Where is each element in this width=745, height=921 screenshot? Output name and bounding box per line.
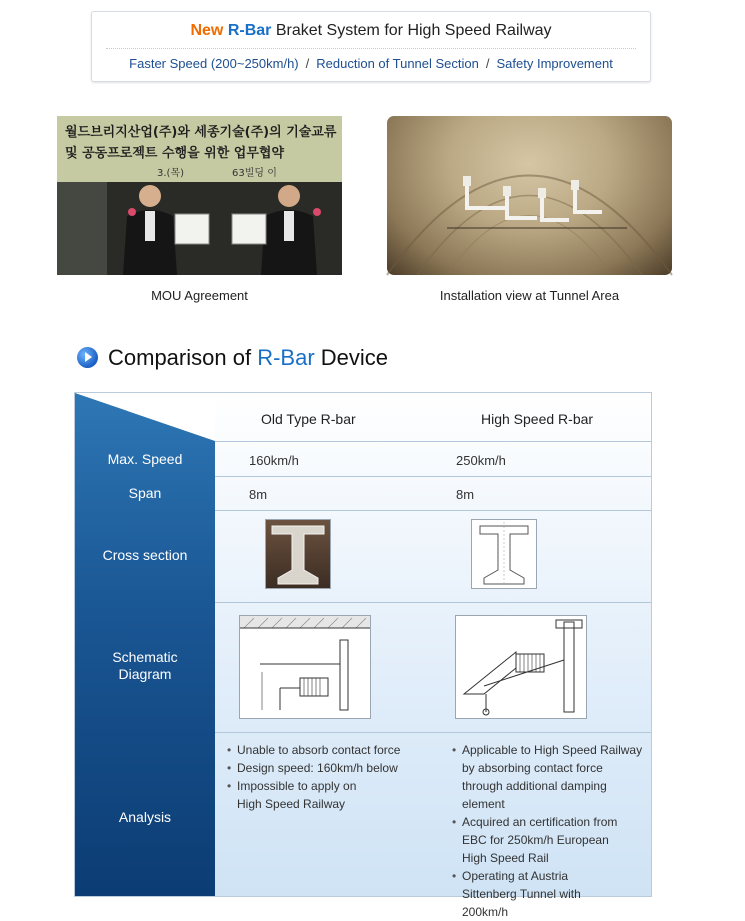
row-divider (215, 510, 651, 511)
column-header-new: High Speed R-bar (481, 411, 594, 427)
row-label-schematic (75, 649, 215, 683)
section-title-before: Comparison of (108, 345, 252, 370)
mou-agreement-photo (57, 116, 342, 275)
old-schematic-image (239, 615, 371, 719)
column-header-old: Old Type R-bar (261, 411, 356, 427)
banner-title (92, 22, 650, 40)
comparison-table (74, 392, 652, 919)
new-cross-section-drawing (472, 520, 536, 588)
old-cross-section-image (265, 519, 331, 589)
row-divider (215, 476, 651, 477)
old-span: 8m (249, 487, 268, 502)
banner-title-new: New (190, 22, 224, 39)
row-label-max-speed: Max. Speed (107, 451, 183, 467)
new-analysis-item: • Operating at Austria Sittenberg Tunnel with 200km/h (452, 867, 622, 921)
feature-safety: Safety Improvement (496, 56, 613, 71)
section-title-after: Device (320, 345, 389, 370)
old-analysis-item: • Design speed: 160km/h below (227, 759, 437, 777)
row-label-analysis: Analysis (118, 809, 172, 825)
feature-separator: / (485, 56, 490, 71)
mou-sign-line1: 월드브리지산업(주)와 세종기술(주)의 기술교류 (65, 125, 337, 140)
feature-separator: / (305, 56, 310, 71)
header-banner (91, 11, 651, 82)
schematic-label-line2: Diagram (118, 666, 172, 682)
row-label-span: Span (128, 485, 162, 501)
feature-faster-speed: Faster Speed (200~250km/h) (129, 56, 299, 71)
old-analysis-item: • Unable to absorb contact force (227, 741, 437, 759)
play-arrow-icon (77, 347, 98, 368)
tunnel-photo-scene (387, 116, 672, 275)
old-max-speed: 160km/h (249, 453, 299, 468)
old-analysis-item: • Impossible to apply on High Speed Railway (227, 777, 367, 813)
schematic-label-line1: Schematic (112, 649, 178, 665)
mou-sign-venue: 63빌딩 이 (232, 168, 277, 179)
tunnel-installation-photo (387, 116, 672, 275)
row-divider (215, 732, 651, 733)
old-schematic-drawing (240, 616, 370, 718)
old-cross-section-drawing (266, 520, 330, 588)
mou-photo-scene (57, 116, 342, 275)
mou-sign-line2: 및 공동프로젝트 수행을 위한 업무협약 (65, 146, 285, 161)
banner-features (92, 56, 650, 71)
row-label-cross-section: Cross section (102, 547, 188, 563)
section-title (108, 345, 388, 371)
new-max-speed: 250km/h (456, 453, 506, 468)
new-cross-section-image (471, 519, 537, 589)
banner-title-rbar: R-Bar (227, 22, 272, 39)
new-analysis-item: • Acquired an certification from EBC for 250km/h European High Speed Rail (452, 813, 634, 867)
old-analysis-list (227, 741, 437, 813)
feature-tunnel-reduction: Reduction of Tunnel Section (316, 56, 479, 71)
tunnel-caption: Installation view at Tunnel Area (439, 288, 620, 303)
row-divider (215, 602, 651, 603)
new-span: 8m (456, 487, 475, 502)
mou-caption: MOU Agreement (151, 288, 248, 303)
row-divider (215, 441, 651, 442)
mou-sign-date: 3.(목) (157, 168, 185, 179)
banner-title-rest: Braket System for High Speed Railway (275, 22, 552, 39)
new-schematic-drawing (456, 616, 586, 718)
section-title-rbar: R-Bar (257, 345, 315, 370)
new-analysis-item: • Applicable to High Speed Railway by absorbing contact force through additional damping element (452, 741, 644, 813)
new-schematic-image (455, 615, 587, 719)
new-analysis-list (452, 741, 644, 921)
banner-divider (106, 48, 636, 49)
